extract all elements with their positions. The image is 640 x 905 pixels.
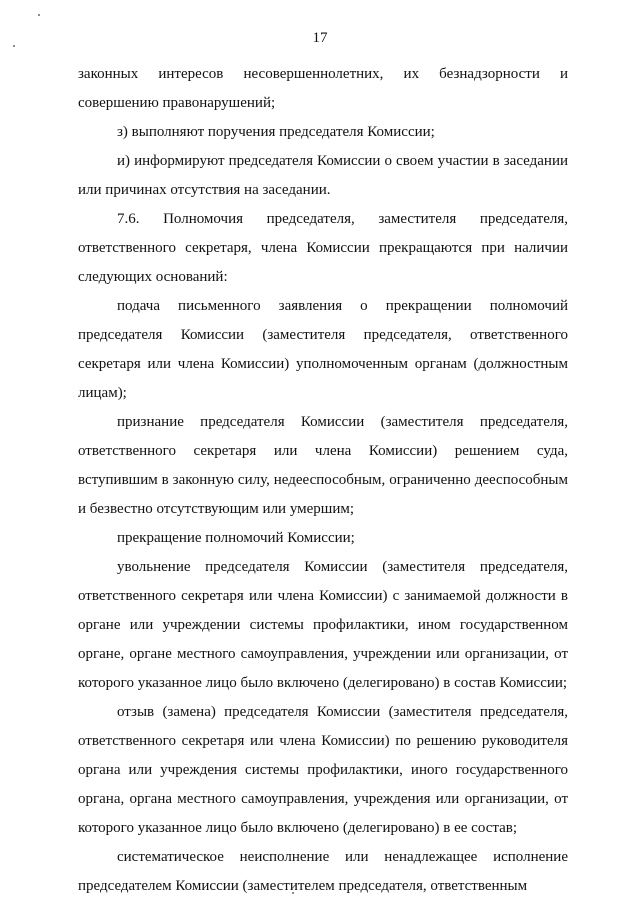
paragraph-item-z: з) выполняют поручения председателя Комиссии; [117,124,435,140]
paragraph-ground-court-decision: признание председателя Комиссии (заместителя председателя, ответственного секретаря или члена Комиссии) решением суда, вступившим в законную силу, недееспособным, ограниченно дееспособным и безвестно отсутствующим или умершим; [78,414,568,517]
paragraph-item-i: и) информируют председателя Комиссии о своем участии в заседании или причинах отсутствия на заседании. [78,153,568,198]
paragraph-ground-recall: отзыв (замена) председателя Комиссии (заместителя председателя, ответственного секретаря или члена Комиссии) по решению руководителя органа или учреждения системы профилактики, иного государственного органа, органа местного самоуправления, учреждения или организации, от которого указанное лицо было включено (делегировано) в ее состав; [78,704,568,836]
paragraph-ground-nonperformance: систематическое неисполнение или ненадлежащее исполнение председателем Комиссии (заместителем председателя, ответственным [78,849,568,894]
page-number: 17 [312,30,328,46]
paragraph-ground-termination: прекращение полномочий Комиссии; [117,530,355,546]
paragraph-ground-statement: подача письменного заявления о прекращении полномочий председателя Комиссии (заместителя председателя, ответственного секретаря или члена Комиссии) уполномоченным органам (должностным лицам); [78,298,568,401]
document-body [78,60,568,901]
paragraph-continuation: законных интересов несовершеннолетних, их безнадзорности и совершению правонарушений; [78,66,568,111]
scan-artifact [38,14,40,16]
paragraph-section-7-6: 7.6. Полномочия председателя, заместителя председателя, ответственного секретаря, члена Комиссии прекращаются при наличии следующих оснований: [78,211,568,285]
paragraph-ground-dismissal: увольнение председателя Комиссии (заместителя председателя, ответственного секретаря или члена Комиссии) с занимаемой должности в органе или учреждении системы профилактики, ином государственном органе, органе местного самоуправления, учреждении или организации, от которого указанное лицо было включено (делегировано) в состав Комиссии; [78,559,568,691]
